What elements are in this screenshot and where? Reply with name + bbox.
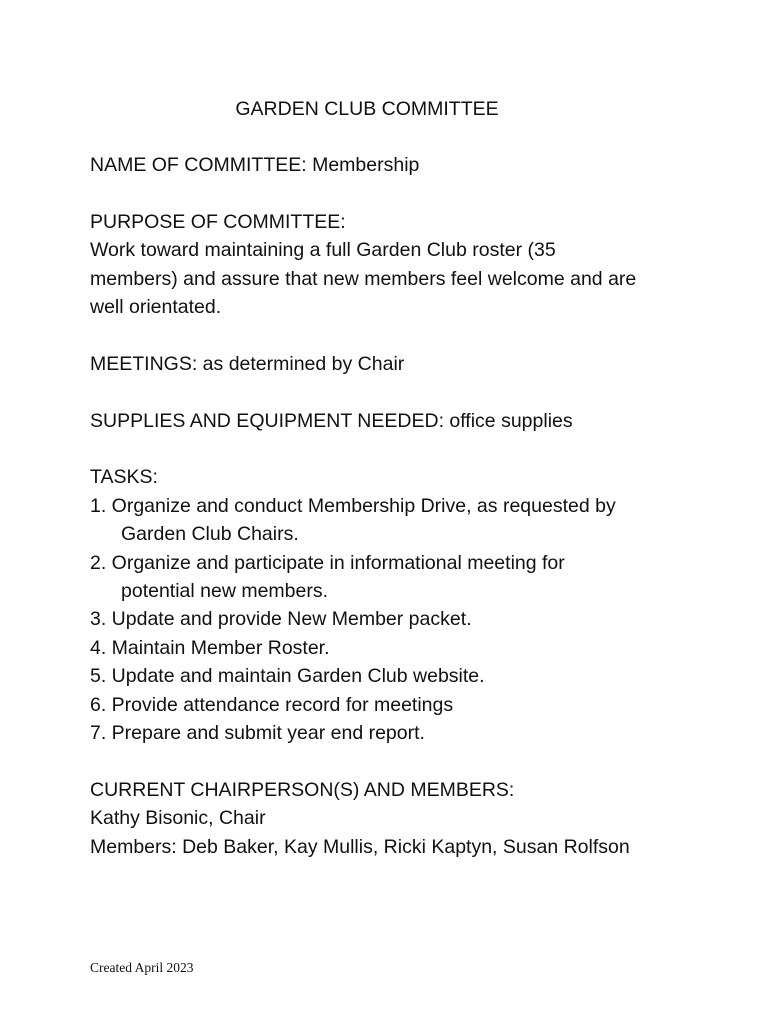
- task-item: 7. Prepare and submit year end report.: [90, 722, 425, 745]
- tasks-heading: TASKS:: [90, 466, 158, 489]
- members-line: Members: Deb Baker, Kay Mullis, Ricki Kaptyn, Susan Rolfson: [90, 835, 630, 858]
- task-item: 4. Maintain Member Roster.: [90, 636, 330, 659]
- purpose-heading: PURPOSE OF COMMITTEE:: [90, 210, 346, 233]
- created-date-footer: Created April 2023: [90, 960, 194, 975]
- meetings-line: MEETINGS: as determined by Chair: [90, 352, 405, 375]
- purpose-line-2: members) and assure that new members feel welcome and are: [90, 267, 637, 290]
- purpose-line-3: well orientated.: [90, 296, 222, 319]
- purpose-line-1: Work toward maintaining a full Garden Club roster (35: [90, 239, 556, 262]
- task-item-continuation: Garden Club Chairs.: [121, 523, 299, 546]
- task-item: 5. Update and maintain Garden Club website.: [90, 665, 485, 688]
- task-item: 1. Organize and conduct Membership Drive, as requested by: [90, 494, 616, 517]
- task-item: 6. Provide attendance record for meetings: [90, 693, 454, 716]
- supplies-line: SUPPLIES AND EQUIPMENT NEEDED: office supplies: [90, 409, 573, 432]
- task-item: 2. Organize and participate in informational meeting for: [90, 551, 565, 574]
- chair-heading: CURRENT CHAIRPERSON(S) AND MEMBERS:: [90, 778, 515, 801]
- document-body: [90, 151, 710, 861]
- chair-line: Kathy Bisonic, Chair: [90, 807, 266, 830]
- task-item-continuation: potential new members.: [121, 580, 329, 603]
- tasks-list: [90, 492, 710, 748]
- document-title: GARDEN CLUB COMMITTEE: [235, 98, 499, 120]
- committee-name: NAME OF COMMITTEE: Membership: [90, 154, 420, 176]
- task-item: 3. Update and provide New Member packet.: [90, 608, 472, 631]
